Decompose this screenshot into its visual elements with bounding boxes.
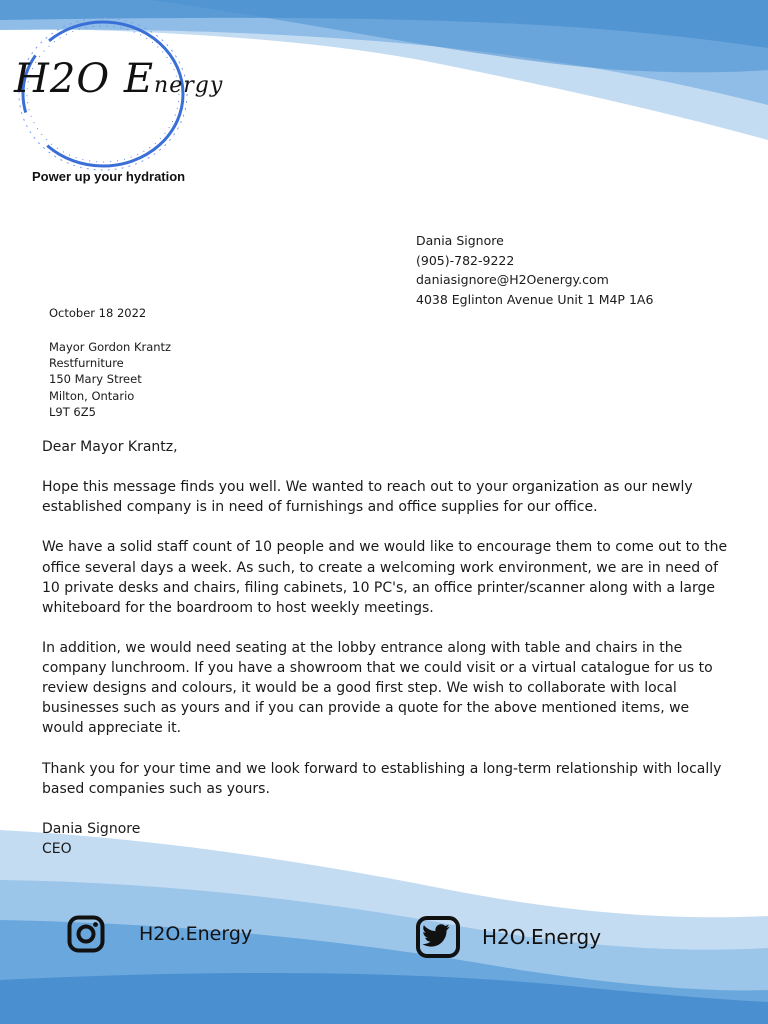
recipient-line: Mayor Gordon Krantz — [49, 340, 172, 354]
sender-phone: (905)-782-9222 — [416, 252, 515, 268]
letter-paragraph: In addition, we would need seating at the lobby entrance along with table and chairs in the company lunchroom. If you have a showroom that we could visit or a virtual catalogue for us to review designs and colours, it would be a good first step. We wish to collaborate with local businesses such as yours and if you can provide a quote for the above mentioned items, we would appreciate it. — [42, 639, 713, 737]
sender-contact-block — [416, 231, 653, 310]
twitter-handle[interactable]: H2O.Energy — [482, 925, 602, 949]
recipient-line: 150 Mary Street — [49, 372, 142, 387]
instagram-handle[interactable]: H2O.Energy — [139, 923, 253, 945]
social-instagram[interactable] — [67, 915, 252, 953]
sender-name: Dania Signore — [416, 233, 504, 248]
signature-name: Dania Signore — [42, 820, 141, 837]
recipient-line: Restfurniture — [49, 356, 124, 371]
letter-paragraph: We have a solid staff count of 10 people and we would like to encourage them to come out to the office several days a week. As such, to create a welcoming work environment, we are in need of 10 private desks and chairs, filing cabinets, 10 PC's, an office printer/scanner along with a large whiteboard for the boardroom to host weekly meetings. — [42, 539, 728, 616]
social-twitter[interactable] — [416, 916, 601, 958]
sender-email: daniasignore@H2Oenergy.com — [416, 272, 609, 288]
brand-tagline: Power up your hydration — [32, 169, 186, 184]
instagram-icon — [67, 915, 105, 953]
recipient-line: Milton, Ontario — [49, 388, 135, 403]
recipient-line: L9T 6Z5 — [49, 404, 96, 419]
letter-salutation: Dear Mayor Krantz, — [42, 439, 178, 455]
letter-date: October 18 2022 — [49, 306, 147, 320]
sender-address: 4038 Eglinton Avenue Unit 1 M4P 1A6 — [416, 292, 654, 308]
logo-wordmark: H2O Energy — [14, 56, 224, 102]
twitter-icon — [416, 916, 460, 958]
letter-body — [42, 437, 732, 859]
signature-title: CEO — [42, 840, 72, 857]
recipient-address-block — [49, 339, 171, 420]
letter-paragraph: Thank you for your time and we look forward to establishing a long-term relationship with locally based companies such as yours. — [42, 760, 722, 797]
letter-paragraph: Hope this message finds you well. We wanted to reach out to your organization as our newly established company is in need of furnishings and office supplies for our office. — [42, 479, 693, 516]
